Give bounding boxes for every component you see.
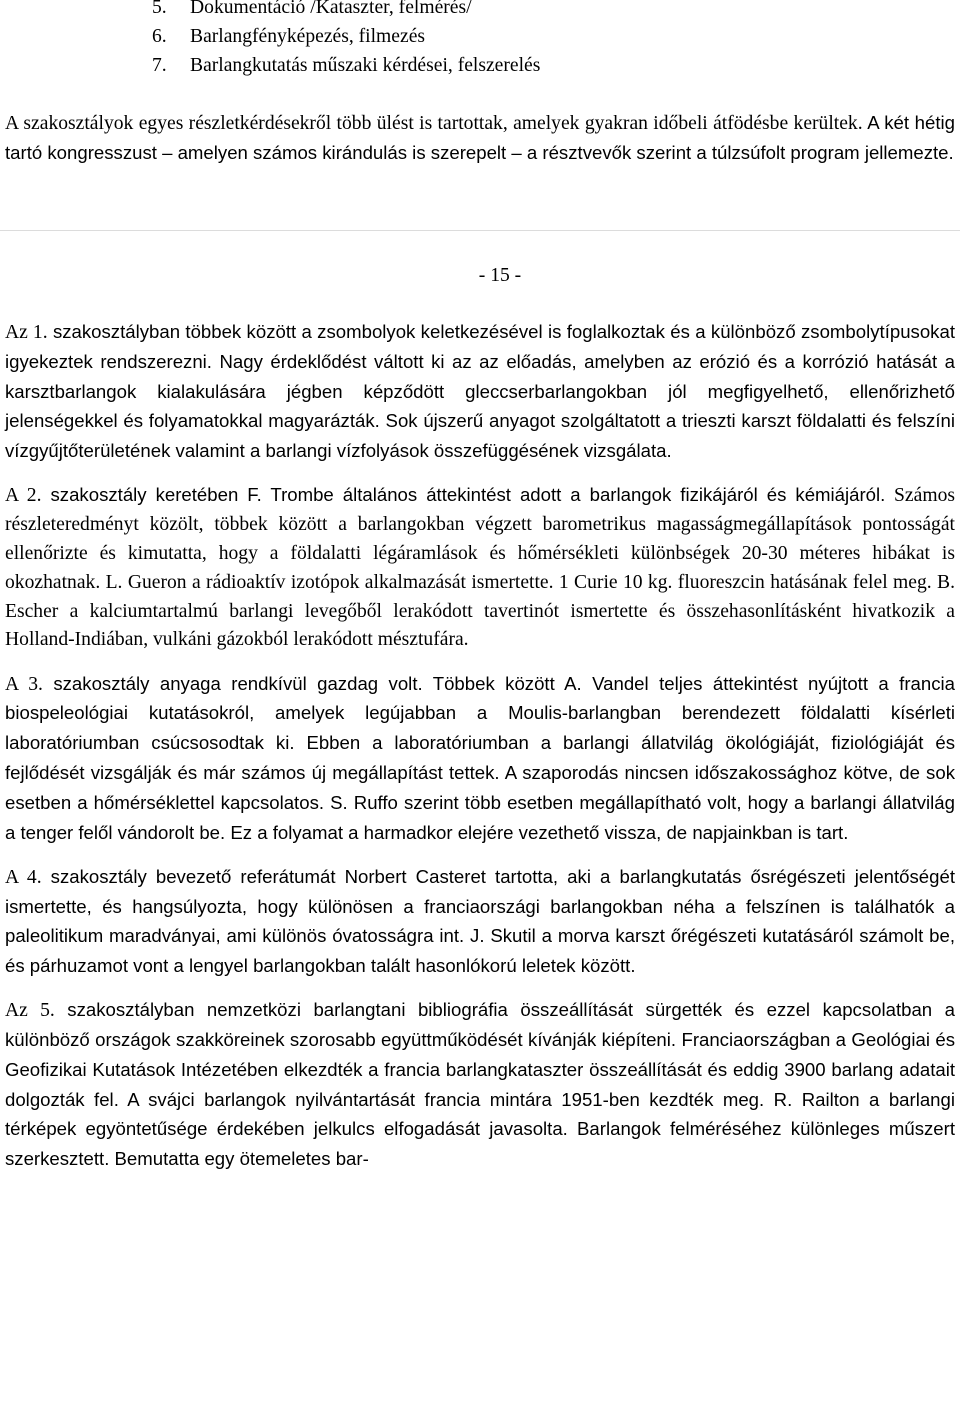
list-item-number: 6.: [152, 25, 167, 47]
paragraph-section-2: [5, 481, 955, 655]
list-item-text: Dokumentáció /Kataszter, felmérés/: [190, 0, 472, 18]
intro-paragraph: [5, 109, 955, 169]
paragraph-text: szakosztály bevezető referátumát Norbert Casteret tartotta, aki a barlangkutatás ősrégészeti jelentőségét ismertette, és hangsúlyozta, hogy különösen a franciaországi barlangokban néha a felszínen is találhatók a paleolitikum maradványai, ami különös óvatosságra int. J. Skutil a morva karszt őrégészeti kutatásáról számolt be, és párhuzamot vont a lengyel barlangokban talált hasonlókorú leletek között.: [5, 865, 955, 977]
list-item: [5, 23, 955, 52]
list-item-number: 7.: [152, 54, 167, 76]
topic-list-block: [5, 0, 955, 80]
paragraph-text: A 4.: [5, 866, 42, 888]
paragraph-section-5: [5, 996, 955, 1175]
list-item: [5, 0, 955, 23]
page-divider: [0, 230, 960, 231]
list-item-text: Barlangkutatás műszaki kérdései, felszerelés: [190, 54, 541, 76]
paragraph-section-3: [5, 670, 955, 849]
page-number: - 15 -: [478, 265, 522, 286]
paragraph-text: szakosztályban többek között a zsombolyok keletkezésével is foglalkoztak és a különböző zsombolytípusokat igyekeztek rendszerezni. Nagy érdeklődést váltott ki az az előadás, amelyben az erózió és a korrózió hatását a karsztbarlangok kialakulására jégben képződött gleccserbarlangokban jól megfigyelhető, ellenőrizhető jelenségekkel és folyamatokkal magyarázták.: [5, 321, 955, 432]
list-item-number: 5.: [152, 0, 167, 18]
paragraph-section-1: [5, 318, 955, 467]
intro-text-sans: A két hétig tartó kongresszust – amelyen számos kirándulás is szerepelt – a résztvevők szerint a túlzsúfolt program jellemezte.: [5, 112, 955, 163]
paragraph-section-4: [5, 863, 955, 982]
intro-paragraph-block: [5, 109, 955, 169]
paragraph-text: szakosztályban nemzetközi barlangtani bibliográfia összeállítását sürgették és ezzel kapcsolatban a különböző országok szakköreinek szorosabb együttműködését kívánják kiépíteni. Franciaországban a Geológiai és Geofizikai Kutatások Intézetében elkezdték a francia barlangkataszter összeállítását és eddig 3900 barlang adatait dolgozták fel. A svájci barlangok nyilvántartását francia mintára 1951-ben kezdték meg. R. Railton a barlangi térképek egyöntetűsége érdekében jelkulcs elfogadását javasolta. Barlangok felméréséhez különleges műszert szerkesztett. Bemutatta egy ötemeletes bar-: [5, 999, 955, 1170]
body-text: [5, 318, 955, 1189]
paragraph-text: szakosztály anyaga rendkívül gazdag volt. Többek között A. Vandel teljes áttekintést nyújtott a francia biospeleológiai kutatásokról, amelyek legújabban a Moulis-barlangban berendezett földalatti kísérleti laboratóriumban csúcsosodtak ki. Ebben a laboratóriumban a barlangi állatvilág ökológiáját, fiziológiáját és fejlődését vizsgálják és már számos új megállapítást tettek. A szaporodás nincsen időszakossághoz kötve, de sok esetben a hőmérséklettel kapcsolatos. S. Ruffo szerint több esetben megállapítható volt, hogy a barlangi állatvilág a tenger felől vándorolt be. Ez a folyamat a harmadkor elejére vezethető vissza, de napjainkban is tart.: [5, 672, 955, 843]
list-item-text: Barlangfényképezés, filmezés: [190, 25, 426, 47]
list-item: [5, 52, 955, 81]
intro-text-serif: A szakosztályok egyes részletkérdésekről több ülést is tartottak, amelyek gyakran időbeli átfödésbe kerültek.: [5, 113, 863, 134]
paragraph-text: szakosztály keretében F. Trombe általános áttekintést adott a barlangok fizikájáról és kémiájáról.: [41, 484, 886, 506]
paragraph-text: Számos részleteredményt közölt, többek között a barlangokban végzett barometrikus magasságmegállapítások pontosságát ellenőrizte és kimutatta, hogy a földalatti légáramlások és hőmérsékleti különbségek 20-30 méteres hibákat is okozhatnak. L. Gueron a rádioaktív izotópok alkalmazását ismertette. 1 Curie 10 kg. fluoreszcin hatásának felel meg. B. Escher a kalciumtartalmú barlangi levegőből lerakódott tavertinót ismertette és összehasonlításként hivatkozik a Holland-Indiában, vulkáni gázokból lerakódott mésztufára.: [5, 485, 955, 651]
paragraph-text: A 2.: [5, 485, 42, 507]
topic-list: [5, 0, 955, 80]
paragraph-text: Az 1.: [5, 322, 48, 343]
paragraph-text: Az 5.: [5, 1000, 55, 1022]
paragraph-text: Sok újszerű anyagot szolgáltatott a trieszti karszt földalatti és felszíni vízgyűjtőterületének valamint a barlangi vízfolyások összefüggésének vizsgálata.: [5, 410, 955, 462]
paragraph-text: A 3.: [5, 673, 43, 695]
